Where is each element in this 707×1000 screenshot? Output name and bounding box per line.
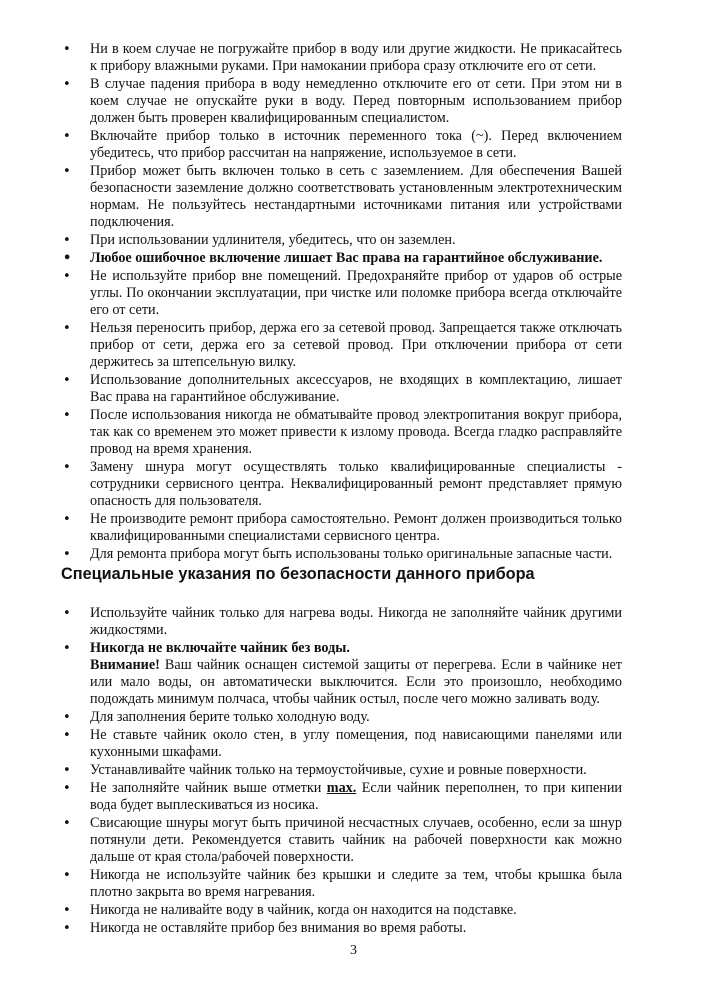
list-item: • После использования никогда не обматывайте провод электропитания вокруг прибора, так как со временем это может привести к излому провода. Всегда гладко расправляйте провод на время хранения. — [90, 407, 622, 458]
max-text-after: Если чайник переполнен, то при кипении вода будет выплескиваться из носика. — [90, 780, 622, 813]
no-water-warning: Никогда не включайте чайник без воды. — [90, 640, 350, 656]
list-item: • Не используйте прибор вне помещений. Предохраняйте прибор от ударов об острые углы. По окончании эксплуатации, при чистке или поломке прибора всегда отключайте его от сети. — [90, 268, 622, 319]
section-heading: Специальные указания по безопасности данного прибора — [61, 565, 535, 583]
page-number: 3 — [350, 943, 357, 958]
list-item: • Не производите ремонт прибора самостоятельно. Ремонт должен производиться только квалифицированными специалистами сервисного центра. — [90, 511, 622, 545]
attention-label: Внимание! — [90, 657, 160, 673]
list-item: • Прибор может быть включен только в сеть с заземлением. Для обеспечения Вашей безопасности заземление должно соответствовать установленным электротехническим нормам. Не пользуйтесь нестандартными источниками питания или устройствами подключения. — [90, 163, 622, 231]
list-item: • Нельзя переносить прибор, держа его за сетевой провод. Запрещается также отключать прибор от сети, держа его за сетевой провод. При отключении прибора от сети держитесь за штепсельную вилку. — [90, 320, 622, 371]
list-item: • Ни в коем случае не погружайте прибор в воду или другие жидкости. Не прикасайтесь к прибору влажными руками. При намокании прибора сразу отключите его от сети. — [90, 41, 622, 75]
list-item: • При использовании удлинителя, убедитесь, что он заземлен. — [90, 232, 622, 249]
list-item-max-mark — [90, 780, 622, 814]
special-safety-list — [90, 605, 622, 938]
max-mark: max. — [326, 780, 357, 796]
list-item: • Никогда не используйте чайник без крышки и следите за тем, чтобы крышка была плотно закрыта во время нагревания. — [90, 867, 622, 901]
list-item-no-water — [90, 640, 622, 708]
list-item: • Никогда не наливайте воду в чайник, когда он находится на подставке. — [90, 902, 622, 919]
list-item: • Замену шнура могут осуществлять только квалифицированные специалисты - сотрудники сервисного центра. Неквалифицированный ремонт представляет прямую опасность для пользователя. — [90, 459, 622, 510]
list-item: • Никогда не оставляйте прибор без внимания во время работы. — [90, 920, 622, 937]
list-item: • Свисающие шнуры могут быть причиной несчастных случаев, особенно, если за шнур потянули дети. Рекомендуется ставить чайник на рабочей поверхности как можно дальше от края стола/рабочей поверхности. — [90, 815, 622, 866]
general-safety-list — [90, 41, 622, 564]
list-item-warranty-warning: • Любое ошибочное включение лишает Вас права на гарантийное обслуживание. — [90, 250, 622, 267]
list-item: • Включайте прибор только в источник переменного тока (~). Перед включением убедитесь, что прибор рассчитан на напряжение, используемое в сети. — [90, 128, 622, 162]
attention-text: Ваш чайник оснащен системой защиты от перегрева. Если в чайнике нет или мало воды, он автоматически выключится. Если это произошло, необходимо подождать минимум полчаса, чтобы чайник остыл, после чего можно заливать воду. — [90, 657, 622, 707]
list-item: • Для ремонта прибора могут быть использованы только оригинальные запасные части. — [90, 546, 622, 563]
list-item: • В случае падения прибора в воду немедленно отключите его от сети. При этом ни в коем случае не опускайте руки в воду. Перед повторным использованием прибор должен быть проверен квалифицированным специалистом. — [90, 76, 622, 127]
max-text-before: Не заполняйте чайник выше отметки — [90, 780, 327, 796]
list-item: • Использование дополнительных аксессуаров, не входящих в комплектацию, лишает Вас права на гарантийное обслуживание. — [90, 372, 622, 406]
list-item: • Используйте чайник только для нагрева воды. Никогда не заполняйте чайник другими жидкостями. — [90, 605, 622, 639]
list-item: • Для заполнения берите только холодную воду. — [90, 709, 622, 726]
list-item: • Устанавливайте чайник только на термоустойчивые, сухие и ровные поверхности. — [90, 762, 622, 779]
list-item: • Не ставьте чайник около стен, в углу помещения, под нависающими панелями или кухонными шкафами. — [90, 727, 622, 761]
